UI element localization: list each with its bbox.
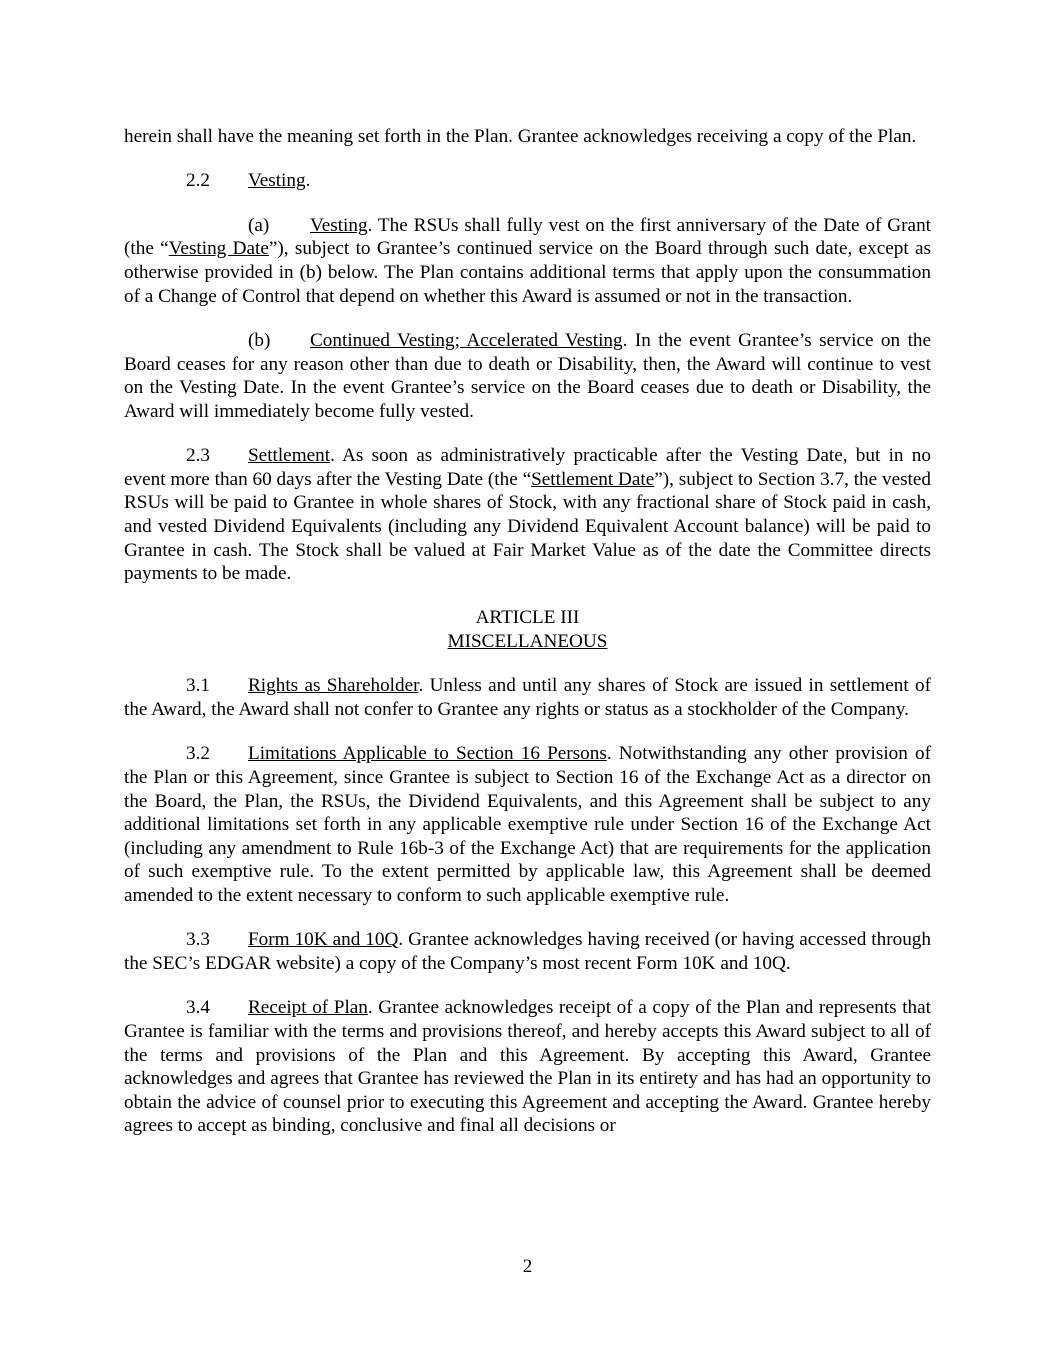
article-heading: ARTICLE III (475, 607, 580, 629)
section-title: Limitations Applicable to Section 16 Persons (248, 743, 607, 765)
section-2-2-b (124, 329, 931, 423)
defined-term-settlement-date: Settlement Date (531, 468, 655, 490)
intro-text: herein shall have the meaning set forth in the Plan. Grantee acknowledges receiving a copy of the Plan. (124, 126, 917, 147)
section-body: . Notwithstanding any other provision of the Plan or this Agreement, since Grantee is subject to Section 16 of the Exchange Act as a director on the Board, the Plan, the RSUs, the Dividend Equivalents, and this Agreement shall be subject to any additional limitations set forth in any applicable exemptive rule under Section 16 of the Exchange Act (including any amendment to Rule 16b-3 of the Exchange Act) that are requirements for the application of such exemptive rule. To the extent permitted by applicable law, this Agreement shall be deemed amended to the extent necessary to conform to such applicable exemptive rule. (124, 743, 931, 907)
section-title: Settlement (248, 445, 331, 467)
section-number: 3.3 (186, 929, 210, 951)
section-number: 2.2 (186, 170, 210, 192)
subsection-body-2: ”), subject to Grantee’s continued service on the Board through such date, except as otherwise provided in (b) below. The Plan contains additional terms that apply upon the consummation of a Change of Control that depend on whether this Award is assumed or not in the transaction. (124, 238, 931, 307)
article-title-line (124, 630, 931, 654)
subsection-number: (a) (248, 214, 270, 236)
section-3-4 (124, 996, 931, 1138)
subsection-body: . In the event Grantee’s service on the Board ceases for any reason other than due to death or Disability, then, the Award will continue to vest on the Vesting Date. In the event Grantee’s service on the Board ceases due to death or Disability, the Award will immediately become fully vested. (124, 329, 932, 422)
subsection-body-1: . The RSUs shall fully vest on the first anniversary of the Date of Grant (the “ (124, 214, 931, 260)
section-number: 2.3 (186, 445, 210, 467)
section-body: . Unless and until any shares of Stock are issued in settlement of the Award, the Award shall not confer to Grantee any rights or status as a stockholder of the Company. (124, 675, 931, 721)
page-number: 2 (522, 1256, 533, 1277)
document-page (124, 125, 931, 1138)
article-title: MISCELLANEOUS (447, 631, 608, 653)
section-number: 3.2 (186, 743, 210, 765)
section-body: . Grantee acknowledges receipt of a copy of the Plan and represents that Grantee is familiar with the terms and provisions thereof, and hereby accepts this Award subject to all of the terms and provisions of the Plan and this Agreement. By accepting this Award, Grantee acknowledges and agrees that Grantee has reviewed the Plan in its entirety and has had an opportunity to obtain the advice of counsel prior to executing this Agreement and accepting the Award. Grantee hereby agrees to accept as binding, conclusive and final all decisions or (124, 997, 931, 1137)
subsection-title: Vesting (310, 214, 368, 236)
subsection-title: Continued Vesting; Accelerated Vesting (310, 329, 623, 351)
section-title: Vesting (248, 170, 306, 192)
section-2-3 (124, 444, 931, 586)
section-body-2: ”), subject to Section 3.7, the vested RSUs will be paid to Grantee in whole shares of Stock, with any fractional share of Stock paid in cash, and vested Dividend Equivalents (including any Dividend Equivalent Account balance) will be paid to Grantee in cash. The Stock shall be valued at Fair Market Value as of the date the Committee directs payments to be made. (124, 468, 931, 585)
section-3-2 (124, 742, 931, 907)
defined-term-vesting-date: Vesting Date (168, 238, 269, 260)
section-number: 3.1 (186, 675, 210, 697)
section-title-tail: . (305, 170, 311, 192)
section-3-3 (124, 928, 931, 975)
section-body: . Grantee acknowledges having received (or having accessed through the SEC’s EDGAR website) a copy of the Company’s most recent Form 10K and 10Q. (124, 929, 931, 974)
section-3-1 (124, 674, 931, 721)
section-title: Form 10K and 10Q (248, 929, 399, 951)
section-2-2-a (124, 214, 931, 308)
section-title: Receipt of Plan (248, 997, 368, 1019)
section-2-2 (124, 169, 931, 193)
section-title: Rights as Shareholder (248, 675, 419, 697)
section-body-1: . As soon as administratively practicable after the Vesting Date, but in no event more than 60 days after the Vesting Date (the “ (124, 445, 931, 490)
intro-paragraph (124, 125, 931, 149)
section-number: 3.4 (186, 997, 210, 1019)
subsection-number: (b) (248, 329, 271, 351)
